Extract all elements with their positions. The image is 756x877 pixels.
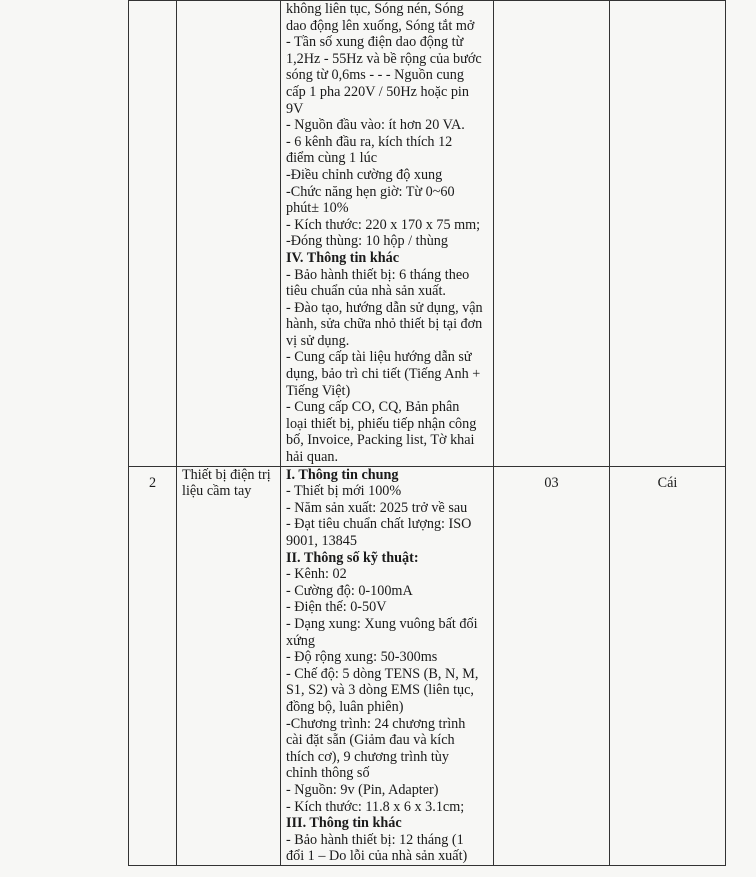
spec-line: -Đóng thùng: 10 hộp / thùng (286, 233, 448, 250)
table-row (129, 1, 726, 467)
spec-line: tiêu chuẩn của nhà sản xuất. (286, 283, 446, 300)
spec-line: - Bảo hành thiết bị: 6 tháng theo (286, 266, 470, 283)
spec-section-heading: III. Thông tin khác (286, 815, 402, 832)
spec-line: -Điều chỉnh cường độ xung (286, 166, 443, 183)
spec-line: điểm cùng 1 lúc (286, 150, 378, 167)
row-number: 2 (148, 474, 157, 491)
item-name-line: liệu cầm tay (182, 483, 252, 500)
spec-line: không liên tục, Sóng nén, Sóng (286, 1, 464, 17)
quantity-cell (494, 466, 610, 865)
spec-line: - Điện thế: 0-50V (286, 599, 387, 616)
item-name-cell (177, 466, 281, 865)
quantity-value: 03 (544, 474, 559, 491)
item-name-line: Thiết bị điện trị (182, 466, 271, 483)
spec-section-heading: I. Thông tin chung (286, 466, 399, 483)
spec-line: - Đào tạo, hướng dẫn sử dụng, vận (286, 299, 483, 316)
table-row (129, 466, 726, 865)
spec-line: hành, sửa chữa nhỏ thiết bị tại đơn (286, 316, 483, 333)
spec-line: cấp 1 pha 220V / 50Hz hoặc pin (286, 83, 469, 100)
item-name-cell (177, 1, 281, 467)
spec-line: 1,2Hz - 55Hz và bề rộng của bước (286, 50, 482, 67)
spec-line: -Chức năng hẹn giờ: Từ 0~60 (286, 183, 455, 200)
unit-cell (610, 466, 726, 865)
spec-line: chỉnh thông số (286, 765, 370, 782)
spec-line: - Nguồn: 9v (Pin, Adapter) (286, 781, 439, 798)
spec-line: S1, S2) và 3 dòng EMS (liên tục, (286, 682, 474, 699)
spec-line: Tiếng Việt) (286, 382, 351, 399)
unit-cell (610, 1, 726, 467)
spec-line: - Nguồn đầu vào: ít hơn 20 VA. (286, 117, 465, 134)
spec-section-heading: IV. Thông tin khác (286, 249, 400, 266)
spec-line: - Chế độ: 5 dòng TENS (B, N, M, (286, 665, 479, 682)
spec-line: loại thiết bị, phiếu tiếp nhận công (286, 415, 477, 432)
spec-line: đổi 1 – Do lỗi của nhà sản xuất) (286, 848, 468, 865)
spec-line: 9001, 13845 (286, 533, 357, 549)
spec-line: phút± 10% (286, 200, 349, 217)
spec-line: thích cơ), 9 chương trình tùy (286, 748, 449, 765)
equipment-spec-table (128, 0, 726, 866)
specification-cell (281, 466, 494, 865)
spec-line: hải quan. (286, 449, 339, 466)
spec-line: - Bảo hành thiết bị: 12 tháng (1 (286, 831, 464, 848)
spec-line: sóng từ 0,6ms - - - Nguồn cung (286, 67, 464, 84)
spec-line: 9V (286, 100, 304, 117)
row-number-cell (129, 466, 177, 865)
spec-line: dao động lên xuống, Sóng tắt mở (286, 17, 475, 34)
spec-line: - Kích thước: 220 x 170 x 75 mm; (286, 216, 481, 233)
spec-line: - Cung cấp tài liệu hướng dẫn sử (286, 349, 472, 366)
spec-line: - Đạt tiêu chuẩn chất lượng: ISO (286, 516, 472, 533)
spec-line: - 6 kênh đầu ra, kích thích 12 (286, 133, 453, 150)
spec-line: -Chương trình: 24 chương trình (286, 715, 466, 732)
specification-cell (281, 1, 494, 467)
spec-line: đồng bộ, luân phiên) (286, 698, 404, 715)
spec-section-heading: II. Thông số kỹ thuật: (286, 549, 419, 566)
spec-line: xứng (286, 632, 315, 649)
spec-line: - Độ rộng xung: 50-300ms (286, 649, 438, 666)
spec-line: - Thiết bị mới 100% (286, 483, 402, 500)
spec-line: - Năm sản xuất: 2025 trở về sau (286, 499, 468, 516)
spec-line: dụng, bảo trì chi tiết (Tiếng Anh + (286, 366, 481, 383)
spec-line: - Dạng xung: Xung vuông bất đối (286, 615, 478, 632)
spec-line: - Cung cấp CO, CQ, Bản phân (286, 399, 460, 416)
spec-line: - Kích thước: 11.8 x 6 x 3.1cm; (286, 798, 465, 815)
spec-line: - Cường độ: 0-100mA (286, 582, 413, 599)
spec-line: bố, Invoice, Packing list, Tờ khai (286, 432, 475, 449)
spec-line: cài đặt sẵn (Giảm đau và kích (286, 732, 455, 749)
spec-line: - Kênh: 02 (286, 566, 347, 583)
unit-value: Cái (657, 474, 678, 491)
spec-line: - Tần số xung điện dao động từ (286, 34, 464, 51)
spec-line: vị sử dụng. (286, 332, 350, 349)
quantity-cell (494, 1, 610, 467)
row-number-cell (129, 1, 177, 467)
